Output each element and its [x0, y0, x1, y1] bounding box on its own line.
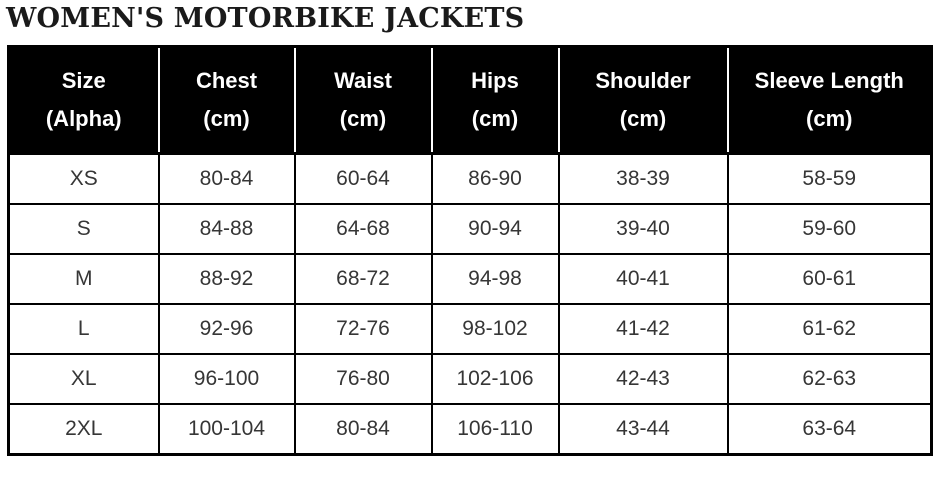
size-cell: 2XL: [9, 404, 159, 455]
column-header-waist: [295, 47, 432, 154]
table-row: [9, 304, 932, 354]
waist-cell: 68-72: [295, 254, 432, 304]
size-cell: S: [9, 204, 159, 254]
sleeve-length-cell: 63-64: [728, 404, 932, 455]
waist-cell: 64-68: [295, 204, 432, 254]
column-header-hips-label: Hips: [471, 68, 519, 93]
hips-cell: 106-110: [432, 404, 559, 455]
hips-cell: 94-98: [432, 254, 559, 304]
sleeve-length-cell: 59-60: [728, 204, 932, 254]
page-title: WOMEN'S MOTORBIKE JACKETS: [6, 3, 525, 34]
column-header-hips-unit: (cm): [471, 106, 519, 131]
chest-cell: 100-104: [159, 404, 295, 455]
chest-cell: 96-100: [159, 354, 295, 404]
size-cell: M: [9, 254, 159, 304]
hips-cell: 90-94: [432, 204, 559, 254]
waist-cell: 72-76: [295, 304, 432, 354]
column-header-shoulder: [559, 47, 728, 154]
shoulder-cell: 42-43: [559, 354, 728, 404]
sleeve-length-cell: 62-63: [728, 354, 932, 404]
column-header-sleeve-length-unit: (cm): [806, 106, 853, 131]
column-header-waist-unit: (cm): [339, 106, 387, 131]
column-header-shoulder-label: Shoulder: [595, 68, 691, 93]
column-header-waist-label: Waist: [334, 68, 392, 93]
table-row: [9, 354, 932, 404]
size-cell: L: [9, 304, 159, 354]
column-header-sleeve-length-label: Sleeve Length: [754, 68, 904, 93]
chest-cell: 80-84: [159, 154, 295, 205]
column-header-sleeve-length: [728, 47, 932, 154]
hips-cell: 86-90: [432, 154, 559, 205]
waist-cell: 80-84: [295, 404, 432, 455]
header-row: [9, 47, 932, 154]
column-header-size-unit: (Alpha): [45, 106, 122, 131]
hips-cell: 98-102: [432, 304, 559, 354]
sleeve-length-cell: 60-61: [728, 254, 932, 304]
table-row: [9, 254, 932, 304]
column-header-hips: [432, 47, 559, 154]
table-row: [9, 154, 932, 205]
table-row: [9, 204, 932, 254]
shoulder-cell: 39-40: [559, 204, 728, 254]
shoulder-cell: 38-39: [559, 154, 728, 205]
waist-cell: 76-80: [295, 354, 432, 404]
column-header-size: [9, 47, 159, 154]
shoulder-cell: 40-41: [559, 254, 728, 304]
column-header-size-label: Size: [61, 68, 106, 93]
size-cell: XL: [9, 354, 159, 404]
shoulder-cell: 43-44: [559, 404, 728, 455]
size-cell: XS: [9, 154, 159, 205]
table-row: [9, 404, 932, 455]
chest-cell: 84-88: [159, 204, 295, 254]
size-chart-table: [7, 45, 933, 456]
chest-cell: 92-96: [159, 304, 295, 354]
sleeve-length-cell: 61-62: [728, 304, 932, 354]
shoulder-cell: 41-42: [559, 304, 728, 354]
waist-cell: 60-64: [295, 154, 432, 205]
hips-cell: 102-106: [432, 354, 559, 404]
page: [0, 3, 935, 485]
column-header-shoulder-unit: (cm): [619, 106, 667, 131]
column-header-chest-unit: (cm): [203, 106, 250, 131]
sleeve-length-cell: 58-59: [728, 154, 932, 205]
column-header-chest-label: Chest: [195, 68, 258, 93]
column-header-chest: [159, 47, 295, 154]
chest-cell: 88-92: [159, 254, 295, 304]
